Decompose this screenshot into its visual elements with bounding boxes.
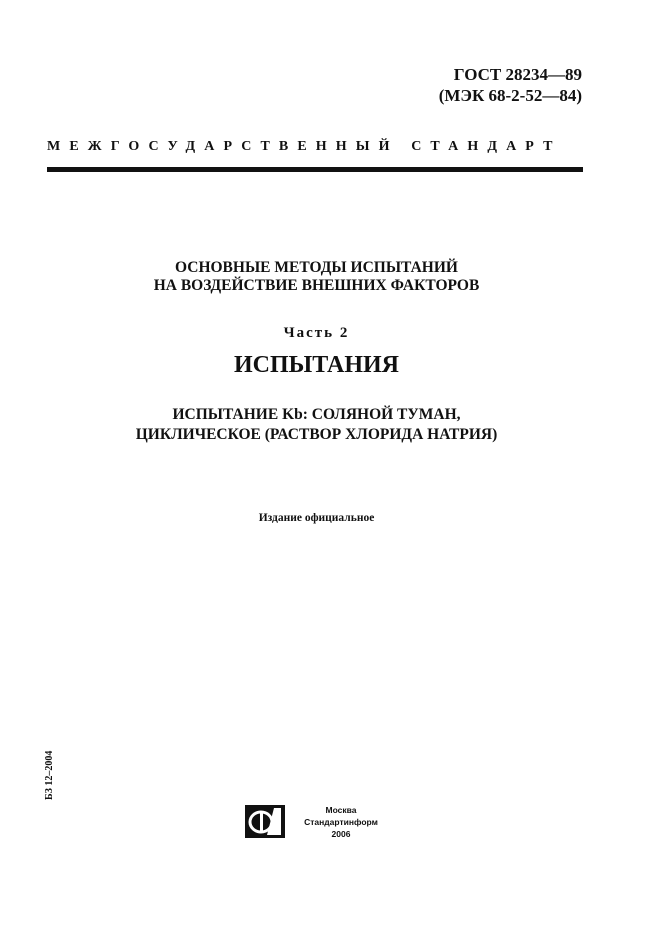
document-number-block xyxy=(439,64,582,106)
part-label: Часть 2 xyxy=(283,325,350,341)
publisher-name: Стандартинформ xyxy=(304,817,378,827)
publisher-year: 2006 xyxy=(331,829,351,839)
test-subtitle-line-1: ИСПЫТАНИЕ Kb: СОЛЯНОЙ ТУМАН, xyxy=(172,406,461,423)
test-subtitle xyxy=(0,405,633,445)
header-rule xyxy=(47,167,583,172)
main-title xyxy=(0,259,633,295)
part-title: ИСПЫТАНИЯ xyxy=(233,352,400,378)
side-code: БЗ 12–2004 xyxy=(44,750,55,800)
publisher-info xyxy=(296,804,386,840)
publisher-city: Москва xyxy=(325,805,357,815)
edition-note: Издание официальное xyxy=(258,512,375,524)
main-title-line-1: ОСНОВНЫЕ МЕТОДЫ ИСПЫТАНИЙ xyxy=(175,259,458,276)
main-title-line-2: НА ВОЗДЕЙСТВИЕ ВНЕШНИХ ФАКТОРОВ xyxy=(153,277,480,294)
standartinform-logo-icon xyxy=(245,805,285,838)
iec-number: (МЭК 68-2-52—84) xyxy=(438,86,582,105)
gost-number: ГОСТ 28234—89 xyxy=(453,65,582,84)
standard-type-heading: МЕЖГОСУДАРСТВЕННЫЙ СТАНДАРТ xyxy=(47,139,562,154)
test-subtitle-line-2: ЦИКЛИЧЕСКОЕ (РАСТВОР ХЛОРИДА НАТРИЯ) xyxy=(135,426,498,443)
